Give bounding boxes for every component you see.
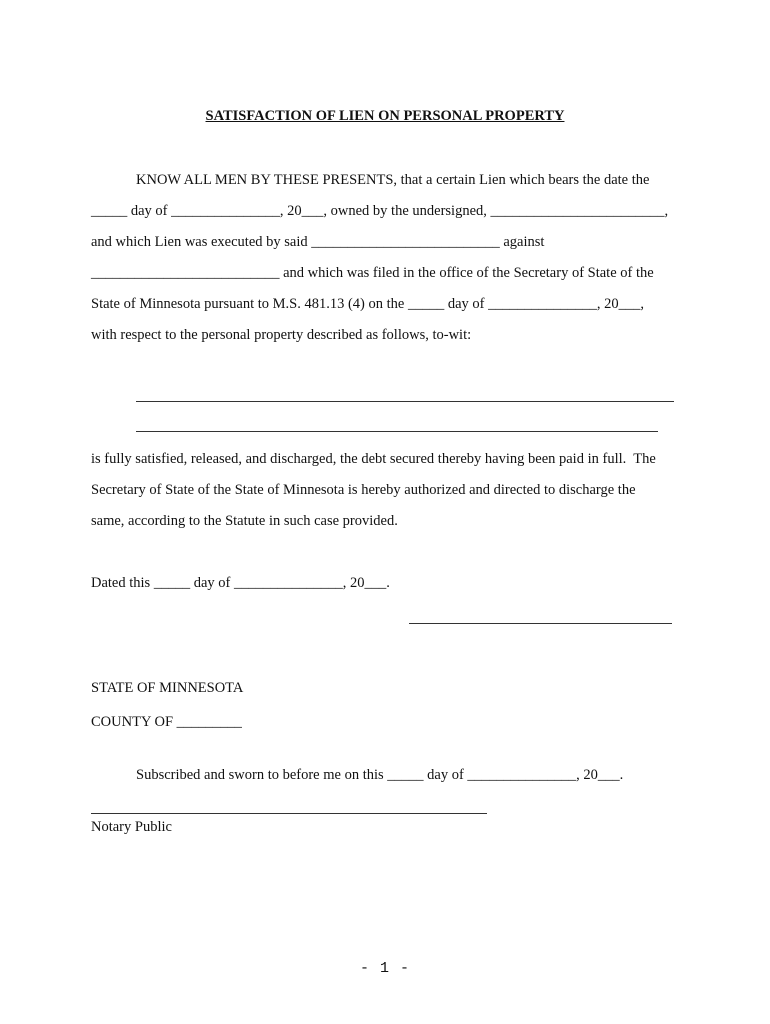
body-line-2: _____ day of _______________, 20___, owned by the undersigned, ________________________, <box>91 203 669 219</box>
body-line-3: and which Lien was executed by said __________________________ against <box>91 234 545 250</box>
property-description-line-1 <box>136 401 674 402</box>
body-line-4: __________________________ and which was filed in the office of the Secretary of State of the <box>91 265 654 281</box>
body-line-1: KNOW ALL MEN BY THESE PRESENTS, that a certain Lien which bears the date the <box>136 172 650 188</box>
body-line-6: with respect to the personal property described as follows, to-wit: <box>91 327 472 343</box>
property-description-line-2 <box>136 431 658 432</box>
signature-line <box>409 623 672 624</box>
release-line-1: is fully satisfied, released, and discharged, the debt secured thereby having been paid in full. The <box>91 451 656 467</box>
notary-label: Notary Public <box>91 819 172 835</box>
state-heading: STATE OF MINNESOTA <box>91 680 244 696</box>
release-line-2: Secretary of State of the State of Minnesota is hereby authorized and directed to discharge the <box>91 482 636 498</box>
body-line-5: State of Minnesota pursuant to M.S. 481.13 (4) on the _____ day of _______________, 20___, <box>91 296 644 312</box>
document-title: SATISFACTION OF LIEN ON PERSONAL PROPERTY <box>205 108 565 124</box>
county-heading: COUNTY OF _________ <box>91 714 242 730</box>
notary-signature-line <box>91 813 487 814</box>
dated-line: Dated this _____ day of _______________, 20___. <box>91 575 390 591</box>
page-number: - 1 - <box>359 960 410 977</box>
sworn-line: Subscribed and sworn to before me on this _____ day of _______________, 20___. <box>136 767 624 783</box>
release-line-3: same, according to the Statute in such case provided. <box>91 513 398 529</box>
